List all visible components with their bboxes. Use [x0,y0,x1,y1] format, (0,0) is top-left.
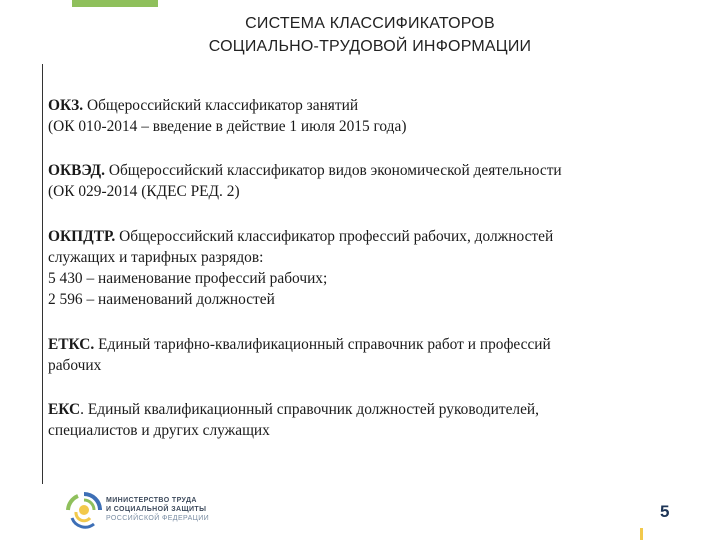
classifier-desc: . Единый квалификационный справочник должностей руководителей, [80,401,539,418]
page-title-line-2: СОЦИАЛЬНО-ТРУДОВОЙ ИНФОРМАЦИИ [208,38,532,55]
ministry-logo-icon [64,490,104,530]
left-divider [42,64,43,484]
classifier-etks [48,334,551,376]
classifier-desc: (ОК 029-2014 (КДЕС РЕД. 2) [48,183,240,200]
logo-text-line-1: МИНИСТЕРСТВО ТРУДА [106,497,197,504]
bottom-accent-bar [640,528,695,540]
top-accent-tab [72,0,158,7]
classifier-code: ЕТКС. [48,336,95,353]
classifier-desc: (ОК 010-2014 – введение в действие 1 июля 2015 года) [48,118,407,135]
page-title-line-1: СИСТЕМА КЛАССИФИКАТОРОВ [245,15,495,32]
logo-text-line-2: И СОЦИАЛЬНОЙ ЗАЩИТЫ [106,506,207,513]
classifier-code: ОКПДТР. [48,228,116,245]
classifier-desc: Общероссийский классификатор профессий рабочих, должностей [115,228,554,245]
classifier-desc: 5 430 – наименование профессий рабочих; [48,270,328,287]
classifier-desc: специалистов и других служащих [48,422,270,439]
classifier-code: ОКЗ. [48,97,84,114]
classifier-eks [48,399,539,441]
classifier-code: ЕКС [48,401,81,418]
classifier-desc: рабочих [48,357,102,374]
classifier-desc: служащих и тарифных разрядов: [48,249,264,266]
classifier-desc: Единый тарифно-квалификационный справочник работ и профессий [94,336,551,353]
classifier-okpdtr [48,226,553,310]
classifier-code: ОКВЭД. [48,162,105,179]
logo-text-line-3: РОССИЙСКОЙ ФЕДЕРАЦИИ [106,515,210,522]
classifier-okved [48,160,562,202]
classifier-desc: Общероссийский классификатор занятий [83,97,359,114]
ministry-logo-text [106,496,209,523]
page-number: 5 [660,502,670,521]
classifier-desc: 2 596 – наименований должностей [48,291,275,308]
page-title [110,12,630,58]
classifier-okz [48,95,406,137]
classifier-desc: Общероссийский классификатор видов экономической деятельности [104,162,562,179]
